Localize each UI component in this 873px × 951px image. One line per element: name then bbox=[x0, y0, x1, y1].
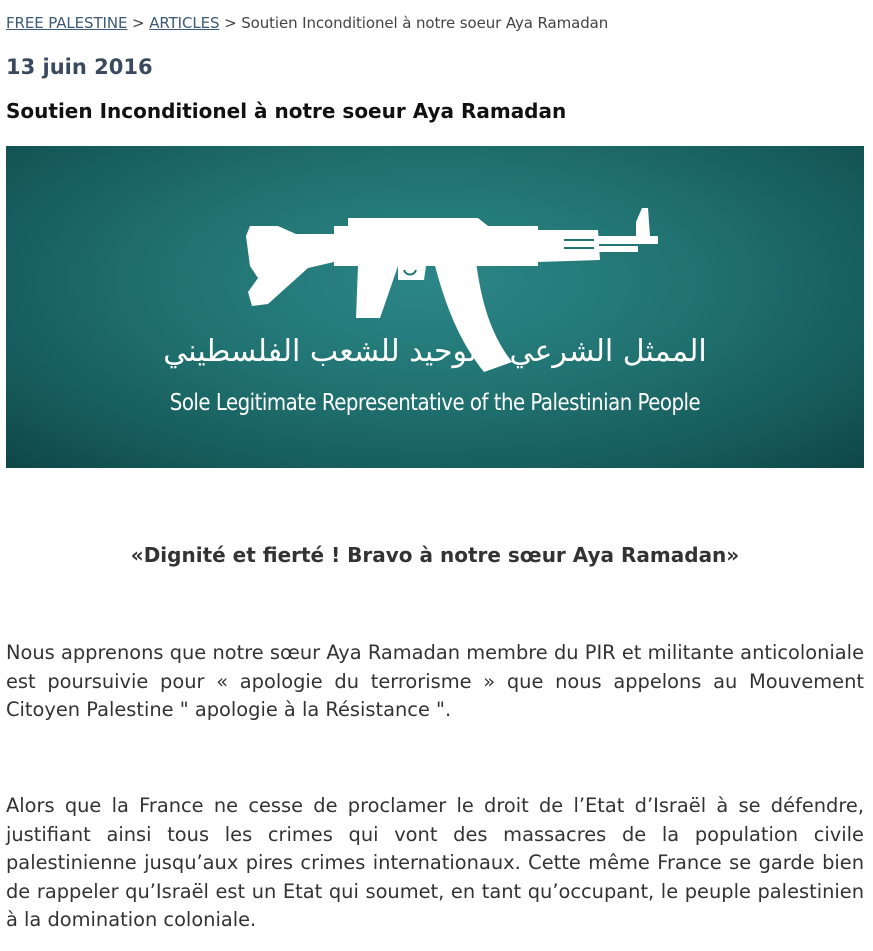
breadcrumb bbox=[6, 14, 608, 32]
breadcrumb-separator: > bbox=[219, 14, 242, 32]
article-paragraph: Nous apprenons que notre sœur Aya Ramadan membre du PIR et militante anticoloniale est poursuivie pour « apologie du terrorisme » que nous appelons au Mouvement Citoyen Palestine " apologie à la Résistance ". bbox=[6, 641, 864, 721]
banner-english-text: Sole Legitimate Representative of the Palestinian People bbox=[169, 390, 701, 416]
article-paragraph: Alors que la France ne cesse de proclamer le droit de l’Etat d’Israël à se défendre, justifiant ainsi tous les crimes qui vont des massacres de la population civile palestinienne jusqu’aux pires crimes internationaux. Cette même France se garde bien de rappeler qu’Israël est un Etat qui soumet, en tant qu’occupant, le peuple palestinien à la domination coloniale. bbox=[6, 794, 864, 931]
article-banner-image bbox=[6, 146, 864, 468]
breadcrumb-separator: > bbox=[127, 14, 150, 32]
banner-arabic-text: الممثل الشرعي والوحيد للشعب الفلسطيني bbox=[163, 334, 707, 369]
breadcrumb-home-link[interactable]: FREE PALESTINE bbox=[6, 14, 128, 32]
article-date: 13 juin 2016 bbox=[6, 55, 153, 79]
article-quote: «Dignité et fierté ! Bravo à notre sœur Aya Ramadan» bbox=[130, 543, 740, 567]
breadcrumb-current: Soutien Inconditionel à notre soeur Aya Ramadan bbox=[241, 14, 609, 32]
article-title: Soutien Inconditionel à notre soeur Aya Ramadan bbox=[6, 99, 567, 123]
breadcrumb-articles-link[interactable]: ARTICLES bbox=[149, 14, 220, 32]
